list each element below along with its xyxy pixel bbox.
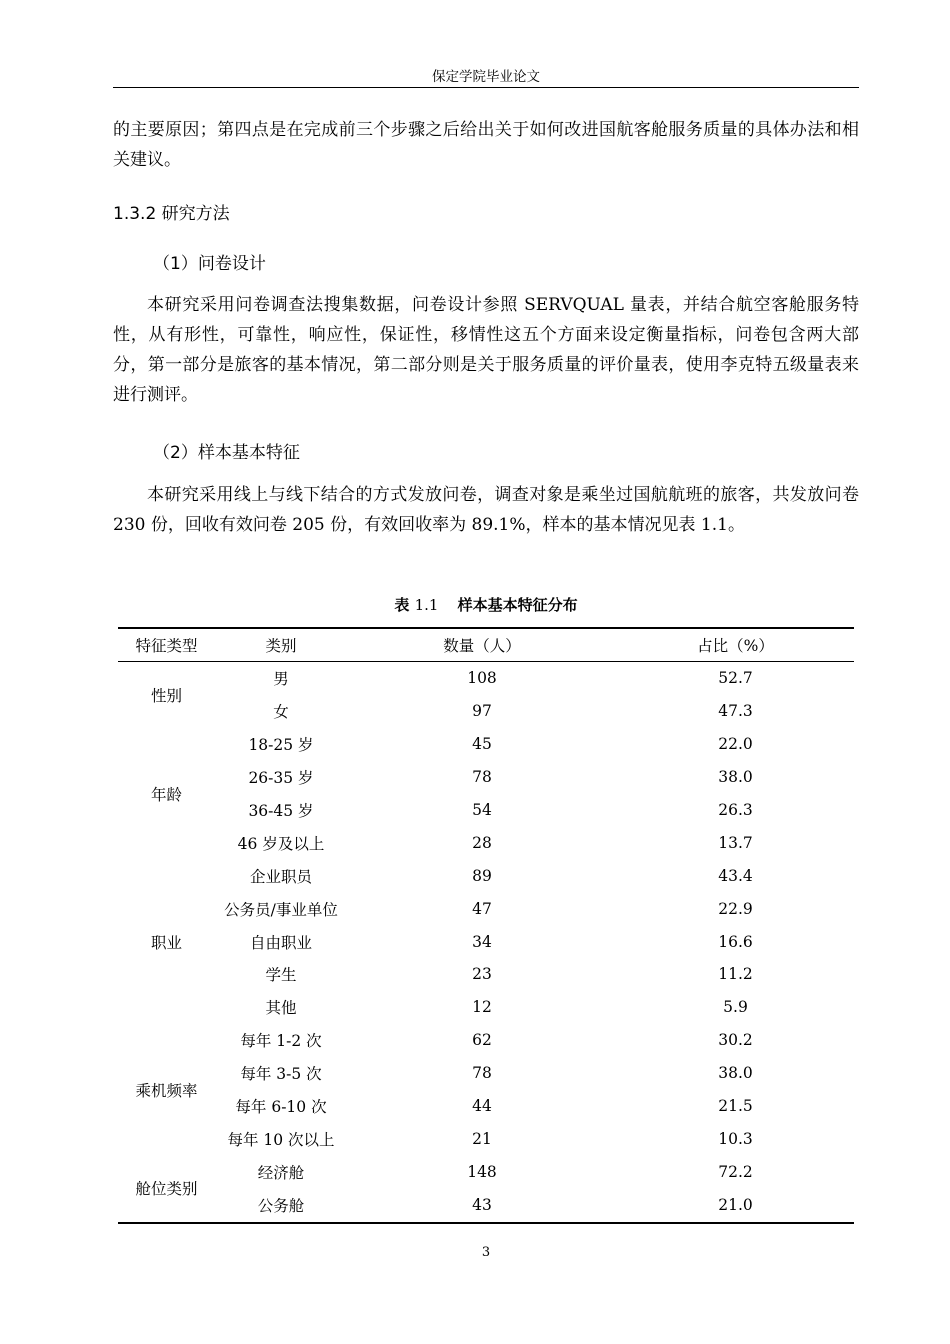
sample-characteristics-table <box>118 628 854 1221</box>
table-count-cell: 28 <box>472 833 492 852</box>
table-count-cell: 97 <box>472 702 492 721</box>
table-percent-cell: 30.2 <box>718 1031 753 1050</box>
table-row <box>118 1057 854 1090</box>
table-category-cell: 36-45 岁 <box>248 802 314 820</box>
table-category-cell: 女 <box>273 703 289 722</box>
table-category-cell: 公务舱 <box>257 1196 305 1215</box>
table-percent-cell: 26.3 <box>718 801 753 819</box>
table-percent-cell: 5.9 <box>723 998 748 1017</box>
table-percent-cell: 43.4 <box>718 866 753 885</box>
table-header-cell: 占比（%） <box>697 637 774 655</box>
table-row <box>118 1155 854 1188</box>
table-count-cell: 47 <box>472 899 492 918</box>
table-row <box>118 1090 854 1123</box>
table-row <box>118 925 854 958</box>
table-count-cell: 78 <box>472 768 492 787</box>
table-row <box>118 1188 854 1221</box>
table-percent-cell: 21.5 <box>718 1097 753 1116</box>
table-percent-cell: 10.3 <box>718 1129 753 1148</box>
table-count-cell: 45 <box>472 735 492 754</box>
table-header-row <box>118 628 854 662</box>
table-count-cell: 148 <box>467 1162 497 1181</box>
table-count-cell: 34 <box>472 932 492 951</box>
table-caption-prefix: 表 <box>394 596 410 614</box>
table-row <box>118 794 854 827</box>
table-percent-cell: 11.2 <box>718 965 753 984</box>
table-row <box>118 991 854 1024</box>
table-percent-cell: 16.6 <box>718 932 753 951</box>
table-row <box>118 826 854 859</box>
table-count-cell: 12 <box>472 998 492 1017</box>
table-header-cell: 类别 <box>265 637 297 655</box>
table-category-cell: 每年 6-10 次 <box>235 1098 327 1117</box>
table-category-cell: 每年 3-5 次 <box>240 1065 322 1084</box>
table-group-cell: 乘机频率 <box>135 1081 198 1100</box>
table-percent-cell: 52.7 <box>718 669 753 688</box>
table-header-cell: 数量（人） <box>443 637 521 655</box>
header-divider <box>113 87 859 88</box>
table-row <box>118 695 854 728</box>
table-count-cell: 54 <box>472 801 492 819</box>
subsection-heading-sample: （2）样本基本特征 <box>153 443 300 463</box>
table-category-cell: 经济舱 <box>257 1163 305 1182</box>
table-percent-cell: 38.0 <box>718 1064 753 1083</box>
table-row <box>118 958 854 991</box>
table-row <box>118 1122 854 1155</box>
table-category-cell: 男 <box>273 670 289 689</box>
table-count-cell: 89 <box>472 866 492 885</box>
table-category-cell: 每年 1-2 次 <box>240 1032 322 1051</box>
table-percent-cell: 21.0 <box>718 1195 753 1214</box>
table-count-cell: 78 <box>472 1064 492 1083</box>
table-caption-number: 1.1 <box>414 596 439 614</box>
table-count-cell: 43 <box>472 1195 492 1214</box>
table-group-cell: 舱位类别 <box>135 1180 198 1199</box>
table-group-cell: 年龄 <box>150 785 182 804</box>
table-caption <box>113 593 859 617</box>
table-row <box>118 728 854 761</box>
table-group-cell: 职业 <box>150 933 182 952</box>
table-count-cell: 23 <box>472 965 492 984</box>
table-caption-title: 样本基本特征分布 <box>457 596 578 614</box>
table-row <box>118 859 854 892</box>
paragraph-questionnaire: 本研究采用问卷调查法搜集数据，问卷设计参照 SERVQUAL 量表，并结合航空客舱服务特性，从有形性，可靠性，响应性，保证性，移情性这五个方面来设定衡量指标，问卷包含两大部分，第一部分是旅客的基本情况，第二部分则是关于服务质量的评价量表，使用李克特五级量表来进行测评。 <box>113 295 859 405</box>
table-count-cell: 21 <box>472 1129 492 1148</box>
table-row <box>118 892 854 925</box>
table-body <box>118 662 854 1221</box>
table-count-cell: 108 <box>467 669 497 688</box>
table-count-cell: 44 <box>472 1097 492 1116</box>
table-category-cell: 18-25 岁 <box>248 736 314 755</box>
table-category-cell: 自由职业 <box>249 933 312 952</box>
table-percent-cell: 22.0 <box>718 735 753 754</box>
table-category-cell: 46 岁及以上 <box>237 834 325 853</box>
paragraph-sample: 本研究采用线上与线下结合的方式发放问卷，调查对象是乘坐过国航航班的旅客，共发放问卷 230 份，回收有效问卷 205 份，有效回收率为 89.1%，样本的基本情况见表 1.1。 <box>113 485 859 535</box>
table-bottom-rule <box>118 1222 854 1224</box>
table-percent-cell: 72.2 <box>718 1162 753 1181</box>
table-percent-cell: 38.0 <box>718 768 753 787</box>
table-row <box>118 662 854 695</box>
table-header-cell: 特征类型 <box>135 637 198 655</box>
table-category-cell: 每年 10 次以上 <box>227 1130 335 1149</box>
table-category-cell: 其他 <box>265 999 297 1018</box>
section-heading: 1.3.2 研究方法 <box>113 204 230 224</box>
table-category-cell: 26-35 岁 <box>248 769 314 788</box>
table-row <box>118 1024 854 1057</box>
table-category-cell: 公务员/事业单位 <box>224 900 338 919</box>
table-group-cell: 性别 <box>150 686 182 705</box>
table-count-cell: 62 <box>472 1031 492 1050</box>
table-category-cell: 企业职员 <box>249 867 312 886</box>
table-percent-cell: 22.9 <box>718 899 753 918</box>
table-percent-cell: 47.3 <box>718 702 753 721</box>
paragraph-intro: 的主要原因；第四点是在完成前三个步骤之后给出关于如何改进国航客舱服务质量的具体办法和相关建议。 <box>113 120 859 170</box>
table-category-cell: 学生 <box>265 966 297 985</box>
table-row <box>118 761 854 794</box>
table-percent-cell: 13.7 <box>718 833 753 852</box>
subsection-heading-questionnaire: （1）问卷设计 <box>153 254 266 274</box>
page-number: 3 <box>481 1245 491 1260</box>
page-header: 保定学院毕业论文 <box>432 69 540 85</box>
